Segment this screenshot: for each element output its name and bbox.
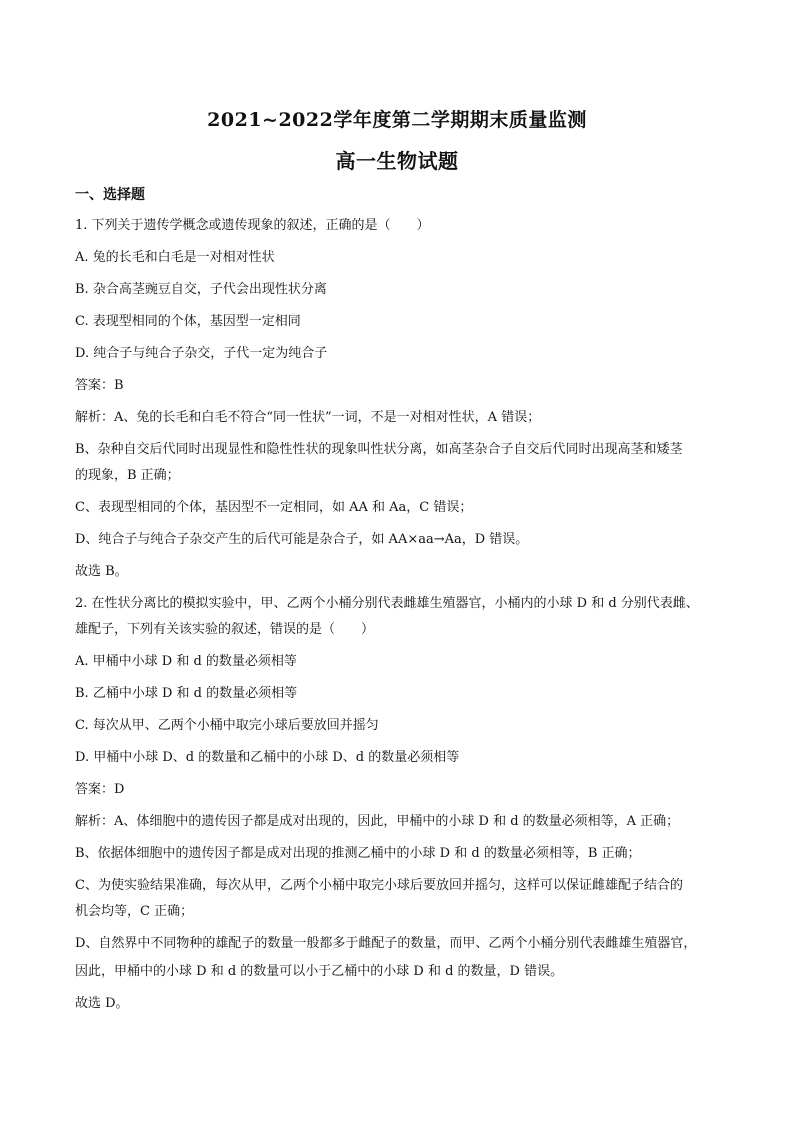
q1-analysis-line: 的现象，B 正确；	[75, 468, 180, 483]
q1-analysis-line: 解析：A、兔的长毛和白毛不符合“同一性状”一词，不是一对相对性状，A 错误；	[75, 410, 541, 425]
q2-option-b: B. 乙桶中小球 D 和 d 的数量必须相等	[75, 686, 298, 701]
q2-answer: 答案：D	[75, 782, 125, 797]
q2-analysis-line: 解析：A、体细胞中的遗传因子都是成对出现的，因此，甲桶中的小球 D 和 d 的数量必须相等，A 正确；	[75, 814, 680, 829]
q1-analysis-line: C、表现型相同的个体，基因型不一定相同，如 AA 和 Aa，C 错误；	[75, 500, 473, 515]
q1-conclusion: 故选 B。	[75, 564, 128, 579]
q2-stem-line: 雄配子，下列有关该实验的叙述，错误的是（ ）	[75, 622, 375, 637]
exam-title: 2021~2022学年度第二学期期末质量监测	[207, 109, 587, 131]
q2-conclusion: 故选 D。	[75, 996, 129, 1011]
q2-analysis-line: B、依据体细胞中的遗传因子都是成对出现的推测乙桶中的小球 D 和 d 的数量必须相等，B 正确；	[75, 846, 641, 861]
q2-analysis-line: C、为使实验结果准确，每次从甲，乙两个小桶中取完小球后要放回并摇匀，这样可以保证雌雄配子结合的	[75, 878, 683, 893]
q1-analysis-line: B、杂种自交后代同时出现显性和隐性性状的现象叫性状分离，如高茎杂合子自交后代同时出现高茎和矮茎	[75, 442, 683, 457]
q2-option-c: C. 每次从甲、乙两个小桶中取完小球后要放回并摇匀	[75, 718, 379, 733]
q1-option-d: D. 纯合子与纯合子杂交，子代一定为纯合子	[75, 346, 328, 361]
q2-option-d: D. 甲桶中小球 D、d 的数量和乙桶中的小球 D、d 的数量必须相等	[75, 750, 460, 765]
q2-analysis-line: D、自然界中不同物种的雄配子的数量一般都多于雌配子的数量，而甲、乙两个小桶分别代表雌雄生殖器官，	[75, 936, 697, 951]
q2-stem-line: 2. 在性状分离比的模拟实验中，甲、乙两个小桶分别代表雌雄生殖器官，小桶内的小球 D 和 d 分别代表雌、	[75, 596, 699, 611]
q1-option-c: C. 表现型相同的个体，基因型一定相同	[75, 314, 301, 329]
q1-answer: 答案：B	[75, 378, 124, 393]
q1-stem: 1. 下列关于遗传学概念或遗传现象的叙述，正确的是（ ）	[75, 218, 430, 233]
q1-analysis-line: D、纯合子与纯合子杂交产生的后代可能是杂合子，如 AA×aa→Aa，D 错误。	[75, 532, 529, 547]
exam-subtitle: 高一生物试题	[335, 149, 459, 173]
q1-option-b: B. 杂合高茎豌豆自交，子代会出现性状分离	[75, 282, 327, 297]
q2-analysis-line: 机会均等，C 正确；	[75, 904, 194, 919]
q2-option-a: A. 甲桶中小球 D 和 d 的数量必须相等	[75, 654, 297, 669]
q1-option-a: A. 兔的长毛和白毛是一对相对性状	[75, 250, 275, 265]
q2-analysis-line: 因此，甲桶中的小球 D 和 d 的数量可以小于乙桶中的小球 D 和 d 的数量，D 错误。	[75, 964, 564, 979]
section-heading: 一、选择题	[75, 187, 145, 203]
